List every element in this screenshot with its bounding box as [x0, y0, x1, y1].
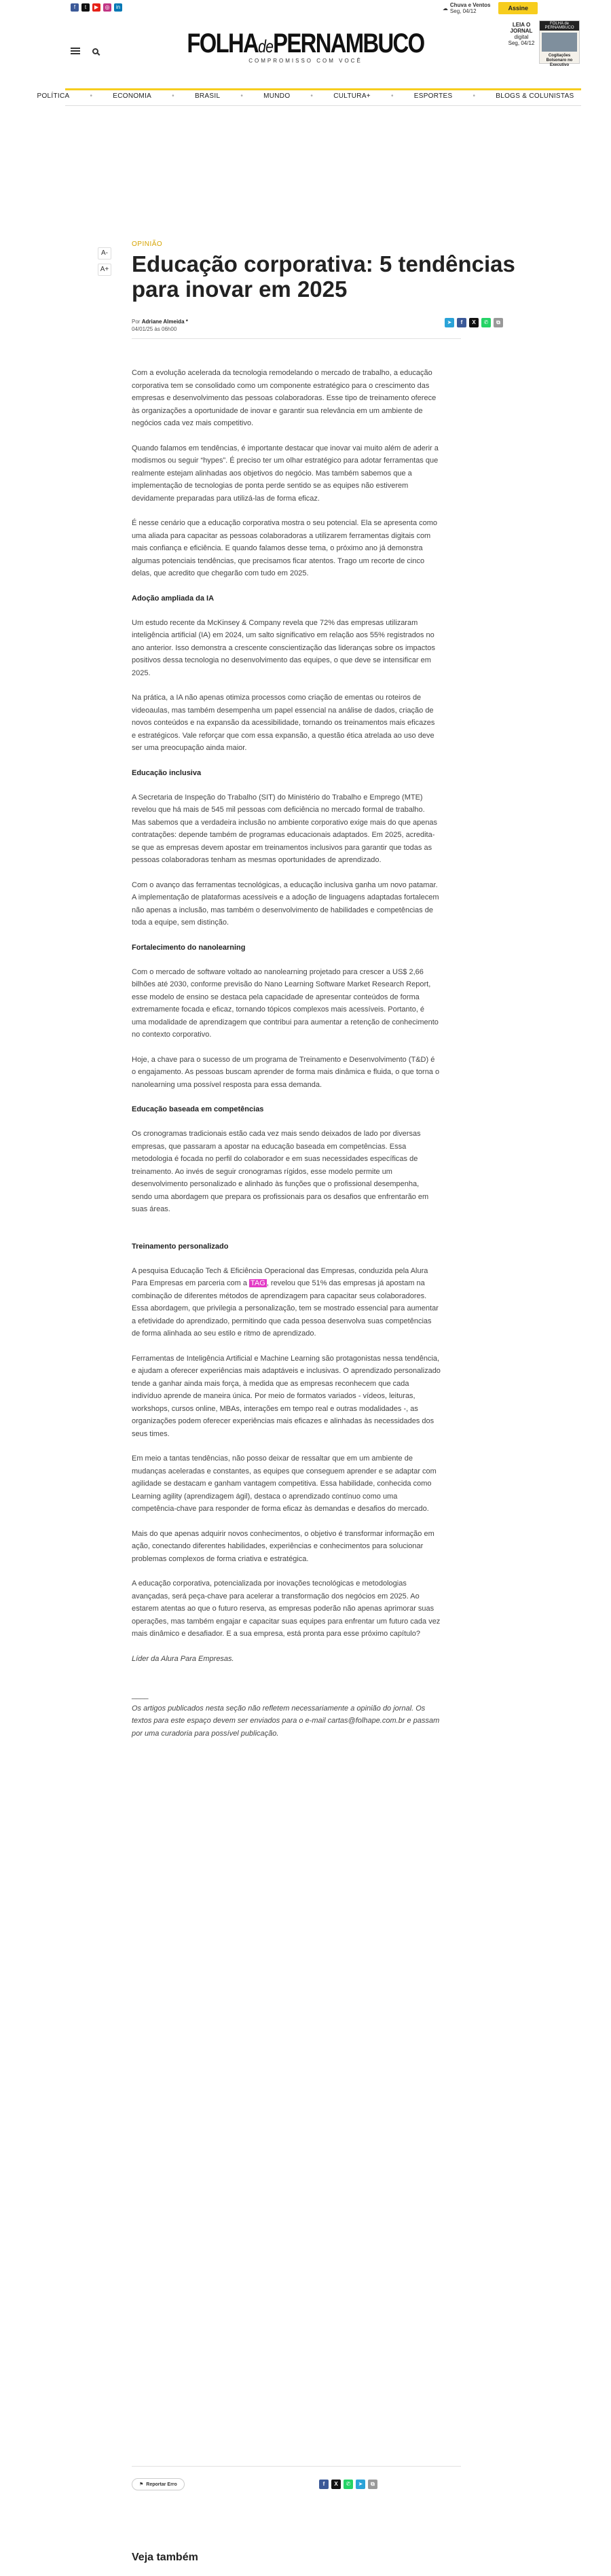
font-size-controls — [98, 247, 111, 276]
whatsapp-icon[interactable]: ✆ — [344, 2480, 353, 2489]
publish-date: 04/01/25 às 06h00 — [132, 326, 177, 332]
facebook-share-icon[interactable]: f — [319, 2480, 329, 2489]
telegram-icon[interactable]: ➤ — [445, 318, 454, 327]
paragraph: Quando falamos em tendências, é importante destacar que inovar vai muito além de aderir a modismos ou seguir “hypes”. É preciso ter um olhar estratégico para adotar ferramentas que realmente estejam alinhadas aos objetivos do negócio. Mas também sabemos que a implementação de tecnologias de ponta perde sentido se as equipes não estiverem devidamente preparadas para utilizá-las de forma eficaz. — [132, 444, 439, 503]
header-separator — [132, 338, 461, 339]
telegram-icon[interactable]: ➤ — [356, 2480, 365, 2489]
header-divider — [65, 88, 581, 90]
report-error-label: Reportar Erro — [146, 2482, 177, 2487]
paragraph: Um estudo recente da McKinsey & Company revela que 72% das empresas utilizaram inteligência artificial (IA) em 2024, um salto significativo em relação aos 55% registrados no ano anterior. Isso demonstra a crescente conscientização das lideranças sobre os impactos positivos dessa tecnologia no desenvolvimento das equipes, o que deve se intensificar em 2025. — [132, 618, 435, 677]
subheading: Treinamento personalizado — [132, 1242, 229, 1251]
see-also-heading: Veja também — [132, 2552, 198, 2563]
cloud-icon: ☁ — [442, 5, 448, 12]
nav-separator: • — [90, 92, 93, 100]
author-signature: Líder da Alura Para Empresas. — [132, 1654, 234, 1663]
digital-edition-link[interactable]: LEIA O JORNAL digital Seg, 04/12 — [508, 22, 535, 46]
subheading: Educação baseada em competências — [132, 1105, 264, 1113]
paragraph: A educação corporativa, potencializada por inovações tecnológicas e metodologias avançadas, será peça-chave para acelerar a transformação dos negócios em 2025. Ao estarem atentas ao que o futuro reserva, as empresas poderão não apenas aprimorar suas operações, mas também engajar e capacitar suas equipes para enfrentar um futuro cada vez mais dinâmico e desafiador. E a sua empresa, está pronta para esse próximo capítulo? — [132, 1579, 441, 1638]
nav-separator: • — [240, 92, 244, 100]
logo-main: FOLHA — [187, 29, 259, 58]
paragraph: Mais do que apenas adquirir novos conhecimentos, o objetivo é transformar informação em ação, conectando diferentes habilidades, experiências e conhecimentos para solucionar problemas complexos de forma criativa e estratégica. — [132, 1529, 434, 1563]
section-label[interactable]: OPINIÃO — [132, 240, 163, 248]
nav-separator: • — [310, 92, 314, 100]
cover-headline: Cogitações Bolsonaro no Executivo — [546, 54, 573, 67]
paragraph: Ferramentas de Inteligência Artificial e Machine Learning são protagonistas nessa tendência, e ajudam a oferecer experiências mais adaptáveis e inclusivas. O aprendizado personalizado tende a ganhar ainda mais força, à medida que as empresas reconhecem que cada indivíduo aprende de maneira única. Por meio de formatos variados - vídeos, leituras, workshops, cursos online, MBAs, interações em tempo real e outras modalidades -, as organizações podem oferecer experiências mais eficazes e alinhadas às necessidades dos seus times. — [132, 1354, 441, 1438]
paragraph: Com a evolução acelerada da tecnologia remodelando o mercado de trabalho, a educação corporativa tem se consolidado como um componente estratégico para o crescimento das empresas e desenvolvimento das pessoas colaboradoras. Esse tipo de treinamento oferece às organizações a oportunidade de inovar e garantir sua relevância em um ambiente de negócios cada vez mais competitivo. — [132, 369, 437, 427]
paragraph: Com o mercado de software voltado ao nanolearning projetado para crescer a US$ 2,66 bilhões até 2030, conforme previsão do Nano Learning Software Market Research Report, esse modelo de ensino se destaca pela capacidade de apresentar conteúdos de forma extremamente focada e eficaz, tornando tópicos complexos mais acessíveis. Portanto, é uma modalidade de aprendizagem que contribui para aumentar a retenção de conhecimento no contexto corporativo. — [132, 967, 439, 1039]
subscribe-button[interactable]: Assine — [498, 2, 538, 14]
font-decrease-button[interactable]: A- — [98, 247, 111, 260]
paragraph: Em meio a tantas tendências, não posso deixar de ressaltar que em um ambiente de mudanças aceleradas e constantes, as equipes que conseguem aprender e se adaptar com agilidade se destacam e ganham vantagem competitiva. Essa habilidade, conhecida como Learning agility (aprendizagem ágil), destaca o aprendizado contínuo como uma competência-chave para responder de forma eficaz às demandas e desafios do mercado. — [132, 1454, 437, 1513]
cover-masthead: FOLHA de PERNAMBUCO — [540, 21, 579, 31]
facebook-share-icon[interactable]: f — [457, 318, 466, 327]
nav-item-politica[interactable]: POLÍTICA — [37, 92, 70, 100]
twitter-icon[interactable]: t — [81, 3, 90, 12]
copy-link-icon[interactable]: ⧉ — [368, 2480, 377, 2489]
cover-photo — [542, 33, 577, 52]
paragraph: Com o avanço das ferramentas tecnológicas, a educação inclusiva ganha um novo patamar. A implementação de plataformas acessíveis e a adoção de linguagens adaptadas fortalecem não apenas a inclusão, mas também o desenvolvimento de habilidades e competências de toda a equipe, sem distinção. — [132, 880, 439, 927]
newspaper-cover[interactable] — [539, 20, 580, 67]
nav-item-blogs[interactable]: BLOGS & COLUNISTAS — [496, 92, 574, 100]
weather-date: Seg, 04/12 — [449, 8, 477, 14]
nav-item-mundo[interactable]: MUNDO — [263, 92, 291, 100]
author-name: Adriane Almeida * — [141, 319, 188, 325]
paragraph: Os cronogramas tradicionais estão cada vez mais sendo deixados de lado por diversas empresas, que passaram a apostar na educação baseada em competências. Essa metodologia é focada no perfil do colaborador e em suas necessidades específicas de treinamento. Ao invés de seguir cronogramas rígidos, esse modelo permite um desenvolvimento personalizado e alinhado às funções que o profissional desempenha, sendo uma abordagem que prepara os profissionais para os desafios que enfrentarão em suas áreas. — [132, 1130, 429, 1213]
nav-item-esportes[interactable]: ESPORTES — [413, 92, 453, 100]
article-body — [132, 367, 441, 1740]
paragraph: É nesse cenário que a educação corporativa mostra o seu potencial. Ela se apresenta como uma aliada para capacitar as pessoas colaboradoras a utilizarem ferramentas digitais com mais confiança e eficiência. E quando falamos desse tema, o próximo ano já demonstra algumas potenciais tendências, que precisamos ficar atentos. Trago um recorte de cinco delas, que acredito que chegarão com tudo em 2025. — [132, 519, 438, 577]
font-increase-button[interactable]: A+ — [98, 264, 111, 276]
logo-city: PERNAMBUCO — [273, 29, 424, 58]
nav-separator: • — [172, 92, 174, 100]
subheading: Adoção ampliada da IA — [132, 594, 215, 603]
subheading: Fortalecimento do nanolearning — [132, 943, 246, 952]
social-links — [71, 3, 122, 12]
nav-separator: • — [390, 92, 394, 100]
subheading: Educação inclusiva — [132, 768, 202, 777]
nav-item-brasil[interactable]: BRASIL — [194, 92, 221, 100]
paragraph: A pesquisa Educação Tech & Eficiência Operacional das Empresas, conduzida pela Alura Para Empresas em parceria com a TAG , revelou que 51% das empresas já apostam na combinação de diferentes métodos de aprendizagem para capacitar seus colaboradores. Essa abordagem, que privilegia a personalização, tem se mostrado essencial para aumentar a efetividade do aprendizado, permitindo que cada pessoa desenvolva suas competências de forma alinhada ao seu estilo e ritmo de aprendizado. — [132, 1266, 439, 1338]
youtube-icon[interactable]: ▶ — [92, 3, 100, 12]
main-nav — [0, 92, 611, 100]
article-title: Educação corporativa: 5 tendências para inovar em 2025 — [132, 251, 515, 302]
paragraph: Hoje, a chave para o sucesso de um programa de Treinamento e Desenvolvimento (T&D) é o engajamento. As pessoas buscam aprender de forma mais dinâmica e fluida, o que torna o nanolearning uma possível resposta para essa demanda. — [132, 1055, 440, 1089]
tag-highlight-link[interactable]: TAG — [251, 1279, 265, 1287]
x-share-icon[interactable]: X — [331, 2480, 341, 2489]
footer-separator — [132, 2466, 461, 2467]
instagram-icon[interactable]: ◎ — [103, 3, 111, 12]
paragraph: Na prática, a IA não apenas otimiza processos como criação de ementas ou roteiros de videoaulas, mas também desempenha um papel essencial na análise de dados, criação de novos conteúdos e na expansão da acessibilidade, tornando os treinamentos mais eficazes e estratégicos. Vale reforçar que com essa expansão, a questão ética atrelada ao uso deve ser uma preocupação ainda maior. — [132, 694, 435, 752]
byline-prefix: Por — [132, 319, 141, 325]
whatsapp-icon[interactable]: ✆ — [481, 318, 491, 327]
paragraph: A Secretaria de Inspeção do Trabalho (SIT) do Ministério do Trabalho e Emprego (MTE) revelou que há mais de 545 mil pessoas com deficiência no mercado formal de trabalho. Mas sabemos que a verdadeira inclusão no ambiente corporativo exige mais do que apenas contratações: depende também de programas educacionais adaptados. Em 2025, acredita-se que as empresas devem apostar em treinamentos inclusivos para garantir que todas as pessoas colaboradoras tenham as mesmas oportunidades de aprendizado. — [132, 793, 438, 864]
nav-item-economia[interactable]: ECONOMIA — [113, 92, 152, 100]
logo-de: de — [258, 36, 274, 56]
logo-tagline: COMPROMISSO COM VOCÊ — [248, 58, 363, 64]
linkedin-icon[interactable]: in — [114, 3, 122, 12]
x-share-icon[interactable]: X — [469, 318, 479, 327]
weather-widget — [443, 2, 491, 14]
flag-icon: ⚑ — [139, 2482, 144, 2487]
byline — [132, 318, 188, 333]
disclaimer: Os artigos publicados nesta seção não refletem necessariamente a opinião do jornal. Os textos para este espaço devem ser enviados para o e-mail cartas@folhape.com.br e passam por uma curadoria para possível publicação. — [132, 1704, 440, 1738]
facebook-icon[interactable]: f — [71, 3, 79, 12]
share-bar-top — [445, 318, 503, 327]
separator-dashes: ____ — [132, 1692, 149, 1700]
weather-condition: Chuva e Ventos — [449, 2, 491, 8]
nav-item-cultura[interactable]: CULTURA+ — [333, 92, 371, 100]
nav-divider — [65, 105, 581, 106]
share-bar-bottom — [319, 2480, 377, 2489]
copy-link-icon[interactable]: ⧉ — [494, 318, 503, 327]
report-error-button[interactable] — [132, 2478, 185, 2490]
top-bar — [0, 0, 611, 15]
nav-separator: • — [473, 92, 476, 100]
